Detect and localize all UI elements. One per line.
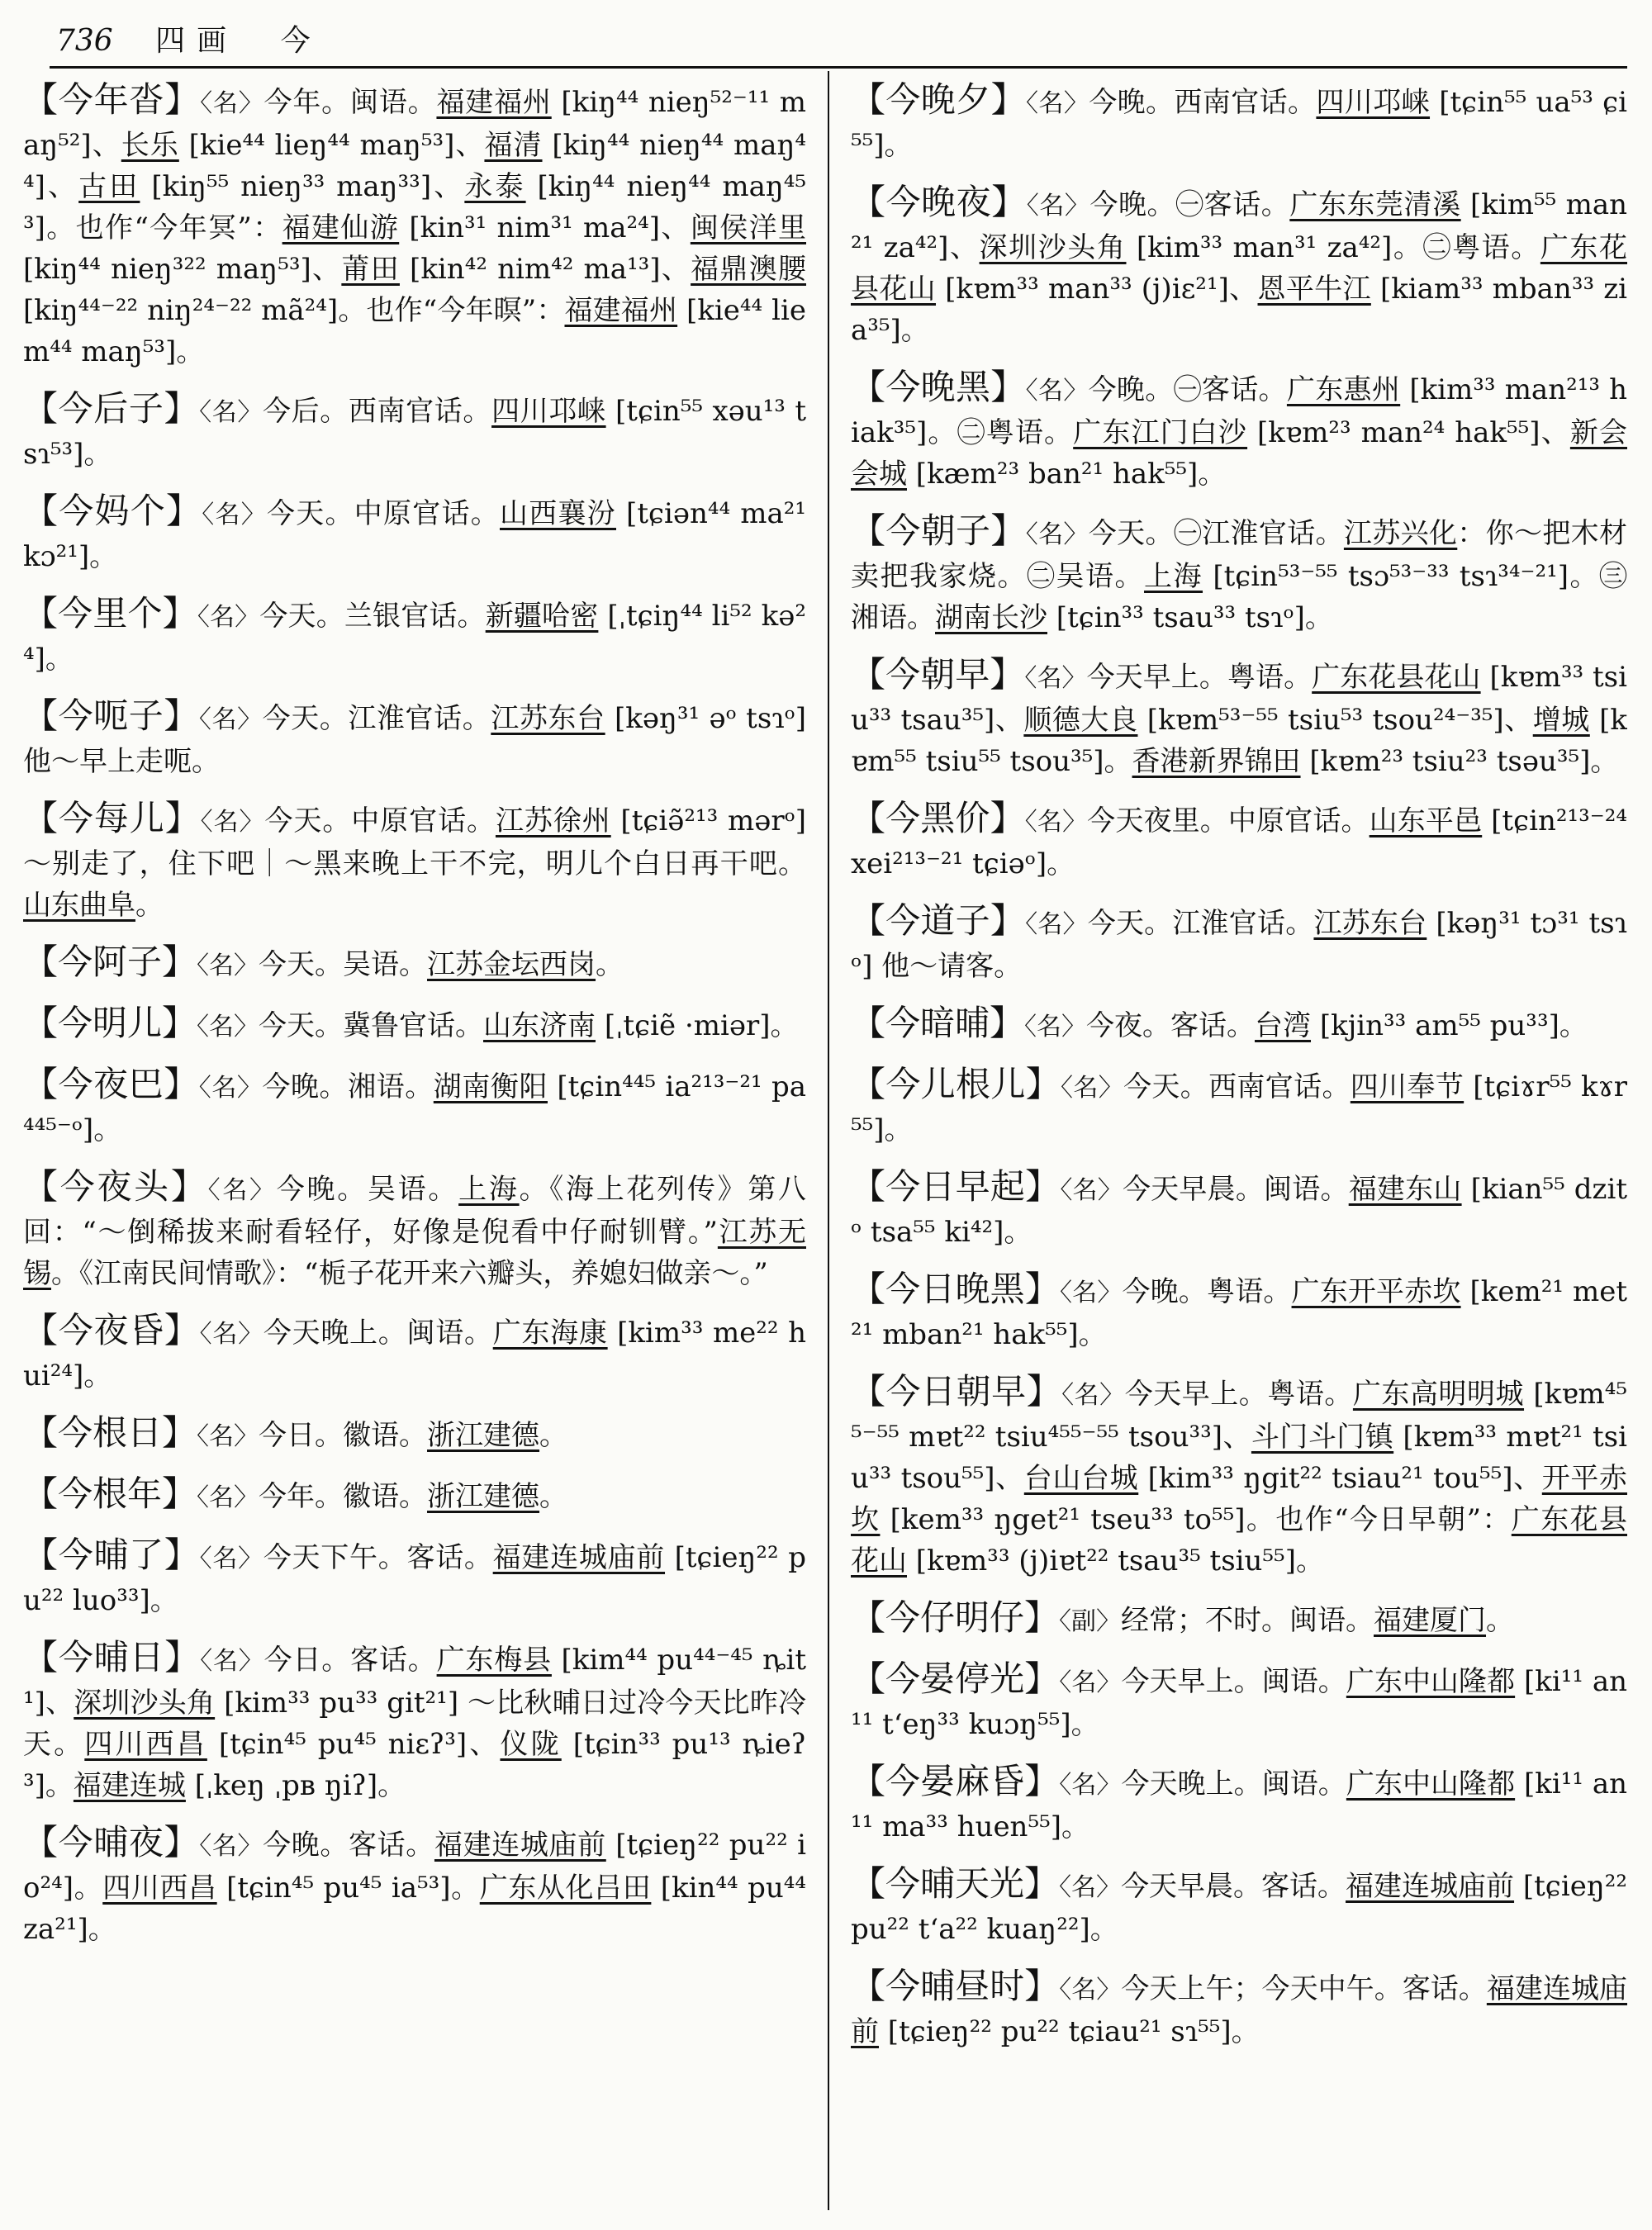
entry-part-of-speech: 〈名〉: [1026, 89, 1089, 118]
entry-text: [kɐm²³ man²⁴ hak⁵⁵]、: [1247, 416, 1570, 449]
entry-text: 。: [1486, 1604, 1515, 1637]
entry-part-of-speech: 〈名〉: [1024, 1013, 1087, 1041]
entry-text: [ˌkeŋ ˌpʙ ŋiʔ]。: [185, 1769, 406, 1802]
column-divider: [828, 71, 829, 2210]
entry-headword: 【今日晚黑】: [851, 1269, 1061, 1309]
dialect-location: 广东高明明城: [1352, 1378, 1525, 1411]
entry-text: [kɐm³³ (j)iɐt²² tsau³⁵ tsiu⁵⁵]。: [907, 1544, 1324, 1578]
dictionary-entry: [23, 1166, 806, 1294]
entry-text: [tɕin³³ pu¹³ ȵieʔ³]。: [23, 1728, 806, 1802]
dictionary-entry: [851, 1863, 1627, 1950]
entry-definition: 今日。客话。: [263, 1644, 437, 1677]
entry-text: [kiŋ⁴⁴ nieŋ³²² maŋ⁵³]、: [23, 253, 342, 286]
entry-definition: 今天。中原官话。: [264, 804, 496, 837]
dialect-location: 香港新界锦田: [1132, 745, 1301, 778]
entry-definition: 今天。中原官话。: [267, 497, 500, 530]
entry-headword: 【今夜昏】: [23, 1310, 200, 1350]
entry-part-of-speech: 〈名〉: [200, 808, 265, 837]
entry-definition: 今天下午。客话。: [263, 1541, 493, 1574]
dictionary-entry: [851, 1761, 1627, 1848]
dialect-location: 江苏东台: [491, 702, 605, 735]
entry-part-of-speech: 〈名〉: [1025, 520, 1089, 549]
dialect-location: 山东济南: [483, 1009, 596, 1042]
entry-headword: 【今阿子】: [23, 942, 197, 982]
entry-headword: 【今呃子】: [23, 695, 199, 736]
entry-headword: 【今根日】: [23, 1412, 197, 1453]
dialect-location: 四川奉节: [1350, 1070, 1464, 1103]
entry-text: [kɐm⁴⁵⁵⁻⁵⁵ mɐt²² tsiu⁴⁵⁵⁻⁵⁵ tsou³³]、: [851, 1378, 1627, 1454]
dialect-location: 深圳沙头角: [74, 1687, 216, 1720]
entry-headword: 【今晏停光】: [851, 1658, 1060, 1699]
dialect-location: 广东花县花山: [1312, 661, 1481, 694]
dictionary-entry: [23, 1822, 806, 1950]
entry-part-of-speech: 〈名〉: [202, 501, 267, 529]
entry-text: [kem³³ ŋget²¹ tseu³³ to⁵⁵]。也作“今日早朝”：: [880, 1503, 1512, 1536]
dialect-location: 江苏兴化: [1343, 517, 1458, 550]
dialect-location: 福建福州: [436, 86, 552, 119]
entry-text: [kəŋ³¹ əᵒ tsɿᵒ]他～早上走呃。: [23, 702, 806, 778]
right-column: [851, 79, 1627, 2218]
dialect-location: 浙江建德: [427, 1419, 540, 1452]
dialect-location: 浙江建德: [427, 1480, 540, 1513]
entry-text: [kem²¹ met²¹ mban²¹ hak⁵⁵]。: [851, 1275, 1627, 1351]
dictionary-entry: [851, 1658, 1627, 1745]
dictionary-entry: [851, 654, 1627, 782]
entry-text: [kim³³ man³¹ za⁴²]。㊁粤语。: [1126, 231, 1540, 264]
entry-definition: 今天晚上。闽语。: [1121, 1767, 1346, 1801]
dialect-location: 福建连城庙前: [434, 1829, 606, 1862]
entry-headword: 【今晚夕】: [851, 79, 1027, 120]
entry-definition: 今夜。客话。: [1086, 1009, 1256, 1042]
entry-headword: 【今晡日】: [23, 1637, 201, 1677]
entry-part-of-speech: 〈名〉: [199, 1832, 263, 1861]
entry-headword: 【今明儿】: [23, 1003, 197, 1043]
entry-text: [kim³³ pu³³ git²¹] ～比秋晡日过冷今天比昨冷天。: [23, 1687, 806, 1761]
entry-headword: 【今每儿】: [23, 798, 201, 838]
entry-text: 。《江南民间情歌》：“栀子花开来六瓣头，养媳妇做亲～。”: [51, 1257, 768, 1290]
entry-definition: 今日。徽语。: [259, 1419, 428, 1452]
dialect-location: 闽侯洋里: [690, 211, 806, 244]
entry-part-of-speech: 〈名〉: [1060, 1279, 1123, 1307]
entry-text: [kin⁴⁴ pu⁴⁴ za²¹]。: [23, 1872, 806, 1946]
dictionary-entry: [851, 182, 1627, 351]
dialect-location: 广东从化吕田: [479, 1872, 652, 1905]
dialect-location: 江苏东台: [1313, 907, 1427, 940]
entry-text: [kin³¹ nim³¹ ma²⁴]、: [399, 211, 691, 244]
dialect-location: 江苏金坛西岗: [427, 948, 596, 981]
dialect-location: 广东江门白沙: [1073, 416, 1248, 449]
entry-headword: 【今根年】: [23, 1473, 197, 1514]
entry-text: [kɐm²³ tsiu²³ tsəu³⁵]。: [1300, 745, 1619, 778]
dictionary-entry: [23, 1637, 806, 1806]
entry-text: [tɕieŋ²² pu²² tɕiau²¹ sɿ⁵⁵]。: [879, 2015, 1260, 2048]
entry-text: [kie⁴⁴ lieŋ⁴⁴ maŋ⁵³]、: [178, 129, 485, 162]
entry-part-of-speech: 〈名〉: [197, 951, 259, 980]
entry-text: [ki¹¹ an¹¹ tʻeŋ³³ kuɔŋ⁵⁵]。: [851, 1665, 1627, 1741]
dictionary-entry: [851, 798, 1627, 885]
entry-headword: 【今日朝早】: [851, 1371, 1062, 1412]
dialect-location: 湖南长沙: [935, 601, 1047, 634]
dialect-location: 永泰: [464, 170, 526, 203]
entry-part-of-speech: 〈名〉: [198, 1074, 263, 1103]
dictionary-entry: [851, 1166, 1627, 1253]
entry-text: [kim⁴⁴ pu⁴⁴⁻⁴⁵ ȵit¹]、: [23, 1644, 806, 1720]
entry-text: [tɕin³³ tsau³³ tsɿᵒ]。: [1047, 601, 1333, 634]
dialect-location: 四川西昌: [102, 1872, 217, 1905]
entry-text: [tɕieŋ²² pu²² io²⁴]。: [23, 1829, 806, 1905]
entry-part-of-speech: 〈副〉: [1059, 1607, 1122, 1636]
entry-definition: 今天。冀鲁官话。: [259, 1009, 484, 1042]
dictionary-entry: [23, 79, 806, 372]
entry-text: 。《海上花列传》第八回：“～倒稀拔来耐看轻仔，好像是倪看中仔耐钏臂。”: [23, 1173, 806, 1249]
entry-text: [tɕin⁵⁵ xəu¹³ tsɿ⁵³]。: [23, 395, 806, 471]
entry-text: [tɕin⁵⁵ ua⁵³ ɕi⁵⁵]。: [851, 86, 1627, 162]
dictionary-entry: [23, 1310, 806, 1397]
entry-part-of-speech: 〈名〉: [1061, 1074, 1124, 1103]
entry-text: ：你～把木材卖把我家烧。㊁吴语。: [851, 517, 1627, 593]
dictionary-entry: [23, 798, 806, 926]
entry-headword: 【今里个】: [23, 593, 197, 633]
entry-text: [kiŋ⁴⁴ nieŋ⁴⁴ maŋ⁴⁴]、: [23, 129, 806, 203]
entry-part-of-speech: 〈名〉: [1026, 192, 1090, 221]
entry-part-of-speech: 〈名〉: [1024, 664, 1087, 693]
entry-part-of-speech: 〈名〉: [197, 1422, 259, 1451]
entry-definition: 今年。徽语。: [259, 1480, 428, 1513]
dictionary-entry: [851, 1597, 1627, 1643]
entry-text: [kæm²³ ban²¹ hak⁵⁵]。: [907, 458, 1227, 491]
entry-part-of-speech: 〈名〉: [1025, 910, 1088, 939]
entry-definition: 今晚。客话。: [263, 1829, 434, 1862]
section-label: 四画: [155, 24, 239, 58]
dialect-location: 广东东莞清溪: [1289, 188, 1461, 221]
dialect-location: 上海: [1144, 560, 1203, 593]
entry-headword: 【今年沓】: [23, 79, 201, 120]
entry-part-of-speech: 〈名〉: [1059, 1771, 1122, 1800]
dialect-location: 福建连城庙前: [851, 1972, 1627, 2048]
entry-headword: 【今晏麻昏】: [851, 1761, 1060, 1801]
dictionary-entry: [851, 367, 1627, 495]
dialect-location: 福清: [484, 129, 543, 162]
entry-text: [kim³³ ŋgit²² tsiau²¹ tou⁵⁵]、: [1138, 1462, 1542, 1495]
page-number: 736: [56, 24, 113, 58]
entry-text: [kie⁴⁴ liem⁴⁴ maŋ⁵³]。: [23, 294, 806, 368]
entry-headword: 【今仔明仔】: [851, 1597, 1060, 1638]
dialect-location: 增城: [1532, 704, 1590, 737]
entry-definition: 今晚。西南官话。: [1089, 86, 1317, 119]
entry-headword: 【今晡夜】: [23, 1822, 200, 1862]
dictionary-entry: [851, 1269, 1627, 1355]
entry-text: [tɕin⁴⁵ pu⁴⁵ ia⁵³]。: [216, 1872, 480, 1905]
dialect-location: 江苏徐州: [495, 804, 611, 837]
entry-headword: 【今晚夜】: [851, 182, 1027, 222]
entry-definition: 今晚。粤语。: [1122, 1275, 1292, 1308]
entry-headword: 【今道子】: [851, 900, 1026, 941]
entry-text: [kiam³³ mban³³ zia³⁵]。: [851, 273, 1627, 347]
entry-headword: 【今晚黑】: [851, 367, 1026, 407]
entry-text: [tɕin⁵³⁻⁵⁵ tsɔ⁵³⁻³³ tsɿ³⁴⁻²¹]。㊂湘语。: [851, 560, 1627, 634]
entry-text: [kɐm³³ mɐt²¹ tsiu³³ tsou⁵⁵]、: [851, 1421, 1627, 1495]
entry-text: [kim³³ me²² hui²⁴]。: [23, 1317, 806, 1393]
dialect-location: 顺德大良: [1023, 704, 1138, 737]
entry-definition: 今天早上。闽语。: [1121, 1665, 1346, 1698]
dialect-location: 台湾: [1255, 1009, 1312, 1042]
entry-definition: 今天。江淮官话。: [1087, 907, 1314, 940]
entry-part-of-speech: 〈名〉: [1061, 1381, 1125, 1410]
entry-text: [tɕin⁴⁴⁵ ia²¹³⁻²¹ pa⁴⁴⁵⁻ᵒ]。: [23, 1070, 806, 1146]
entry-text: [tɕiɤr⁵⁵ kɤr⁵⁵]。: [851, 1070, 1627, 1146]
entry-part-of-speech: 〈名〉: [1024, 808, 1088, 837]
entry-text: [ˌtɕiẽ ·miər]。: [596, 1009, 799, 1042]
dialect-location: 福建东山: [1348, 1173, 1462, 1206]
entry-definition: 今晚。吴语。: [276, 1173, 459, 1206]
dialect-location: 福建连城庙前: [1346, 1870, 1515, 1903]
dictionary-entry: [23, 388, 806, 475]
dialect-location: 新会会城: [851, 416, 1627, 491]
entry-text: [ˌtɕiŋ⁴⁴ li⁵² kə²⁴]。: [23, 600, 806, 676]
entry-headword: 【今夜头】: [23, 1166, 208, 1207]
dialect-location: 开平赤坎: [851, 1462, 1627, 1536]
entry-text: [kin⁴² nim⁴² ma¹³]、: [399, 253, 691, 286]
entry-part-of-speech: 〈名〉: [1059, 1976, 1122, 2005]
entry-text: [tɕiən⁴⁴ ma²¹ kɔ²¹]。: [23, 497, 806, 573]
entry-text: [kəŋ³¹ tɔ³¹ tsɿᵒ] 他～请客。: [851, 907, 1627, 983]
dictionary-entry: [23, 491, 806, 577]
dialect-location: 恩平牛江: [1257, 273, 1371, 306]
entry-headword: 【今晡天光】: [851, 1863, 1060, 1904]
entry-text: [tɕiə̃²¹³ mərᵒ] ～别走了，住下吧｜～黑来晚上干不完，明儿个白日再干吧。: [23, 804, 806, 880]
dialect-location: 四川邛崃: [1316, 86, 1431, 119]
dictionary-entry: [851, 1966, 1627, 2052]
dictionary-entry: [23, 593, 806, 680]
dialect-location: 新疆哈密: [485, 600, 599, 633]
dictionary-entry: [23, 1473, 806, 1519]
dictionary-entry: [23, 695, 806, 782]
entry-text: [kiŋ⁴⁴ nieŋ⁵²⁻¹¹ maŋ⁵²]、: [23, 86, 806, 162]
dialect-location: 广东开平赤坎: [1291, 1275, 1461, 1308]
entry-text: 。: [539, 1480, 568, 1513]
entry-text: [kjin³³ am⁵⁵ pu³³]。: [1311, 1009, 1588, 1042]
dialect-location: 莆田: [341, 253, 400, 286]
entry-definition: 今年。闽语。: [263, 86, 437, 119]
entry-text: [kim⁵⁵ man²¹ za⁴²]、: [851, 188, 1627, 264]
dialect-location: 江苏无锡: [23, 1216, 806, 1290]
entry-text: [kiŋ⁵⁵ nieŋ³³ maŋ³³]、: [140, 170, 465, 203]
dialect-location: 福建福州: [564, 294, 678, 327]
dialect-location: 广东梅县: [436, 1644, 552, 1677]
entry-part-of-speech: 〈名〉: [199, 1544, 263, 1573]
dialect-location: 福建仙游: [282, 211, 400, 244]
dialect-location: 广东花县花山: [851, 1503, 1627, 1578]
entry-definition: 今晚。㊀客话。: [1088, 373, 1287, 406]
entry-text: 。: [596, 948, 624, 981]
entry-text: [kɐm³³ tsiu³³ tsau³⁵]、: [851, 661, 1627, 737]
entry-headword: 【今暗晡】: [851, 1003, 1025, 1043]
entry-text: [kiŋ⁴⁴⁻²² niŋ²⁴⁻²² mã²⁴]。也作“今年暝”：: [23, 294, 565, 327]
dictionary-entry: [851, 1003, 1627, 1048]
entry-text: [kɐm⁵³⁻⁵⁵ tsiu⁵³ tsou²⁴⁻³⁵]、: [1137, 704, 1533, 737]
entry-part-of-speech: 〈名〉: [1059, 1668, 1122, 1697]
entry-definition: 今天早上。粤语。: [1124, 1378, 1353, 1411]
dialect-location: 广东中山隆都: [1346, 1665, 1516, 1698]
dialect-location: 福建厦门: [1374, 1604, 1487, 1637]
dictionary-entry: [23, 1535, 806, 1621]
entry-definition: 今天。㊀江淮官话。: [1088, 517, 1344, 550]
entry-definition: 今晚。㊀客话。: [1089, 188, 1290, 221]
dictionary-entry: [851, 79, 1627, 166]
dialect-location: 山东曲阜: [23, 889, 135, 922]
entry-definition: 今天早晨。客话。: [1121, 1870, 1346, 1903]
entry-definition: 今天。江淮官话。: [262, 702, 491, 735]
dialect-location: 福鼎澳腰: [691, 253, 806, 286]
entry-definition: 今后。西南官话。: [263, 395, 492, 428]
entry-definition: 今天。西南官话。: [1123, 1070, 1351, 1103]
entry-text: 。: [539, 1419, 568, 1452]
entry-part-of-speech: 〈名〉: [1060, 1176, 1123, 1205]
dialect-location: 福建连城庙前: [492, 1541, 666, 1574]
page-header: [56, 18, 1626, 64]
dialect-location: 深圳沙头角: [979, 231, 1127, 264]
dialect-location: 上海: [458, 1173, 520, 1206]
entry-text: [tɕin⁴⁵ pu⁴⁵ niɛʔ³]、: [206, 1728, 501, 1761]
dialect-location: 山东平邑: [1369, 804, 1483, 837]
entry-part-of-speech: 〈名〉: [200, 1647, 264, 1676]
entry-headword: 【今日早起】: [851, 1166, 1061, 1207]
entry-part-of-speech: 〈名〉: [198, 705, 263, 734]
entry-headword: 【今朝早】: [851, 654, 1025, 695]
dialect-location: 湖南衡阳: [433, 1070, 548, 1103]
dialect-location: 广东花县花山: [851, 231, 1627, 306]
dialect-location: 台山台城: [1023, 1462, 1139, 1495]
dialect-location: 山西襄汾: [500, 497, 616, 530]
header-rule: [50, 66, 1627, 69]
entry-part-of-speech: 〈名〉: [199, 1320, 263, 1349]
entry-definition: 今天夜里。中原官话。: [1087, 804, 1370, 837]
dictionary-entry: [851, 1064, 1627, 1151]
dictionary-entry: [23, 1064, 806, 1151]
entry-text: [kɐm³³ man³³ (j)iɛ²¹]、: [936, 273, 1258, 306]
dialect-location: 斗门斗门镇: [1251, 1421, 1394, 1454]
dialect-location: 古田: [78, 170, 140, 203]
dictionary-entry: [23, 942, 806, 987]
entry-part-of-speech: 〈名〉: [200, 89, 264, 118]
entry-headword: 【今妈个】: [23, 491, 202, 531]
entry-definition: 今天晚上。闽语。: [263, 1317, 493, 1350]
dialect-location: 福建连城: [73, 1769, 186, 1802]
entry-headword: 【今晡了】: [23, 1535, 200, 1575]
dialect-location: 广东惠州: [1286, 373, 1401, 406]
entry-text: [tɕieŋ²² pu²² tʻa²² kuaŋ²²]。: [851, 1870, 1627, 1946]
dialect-location: 四川邛崃: [491, 395, 606, 428]
entry-headword: 【今朝子】: [851, 510, 1026, 551]
entry-part-of-speech: 〈名〉: [1059, 1873, 1122, 1902]
radical-label: 今: [280, 24, 311, 58]
entry-headword: 【今晡昼时】: [851, 1966, 1060, 2006]
entry-text: [kiŋ⁴⁴ nieŋ⁴⁴ maŋ⁴⁵³]。也作“今年冥”：: [23, 170, 806, 244]
entry-part-of-speech: 〈名〉: [199, 398, 263, 427]
entry-part-of-speech: 〈名〉: [1025, 377, 1089, 406]
dialect-location: 广东中山隆都: [1346, 1767, 1516, 1801]
entry-definition: 今晚。湘语。: [262, 1070, 434, 1103]
entry-definition: 今天早晨。闽语。: [1122, 1173, 1349, 1206]
entry-part-of-speech: 〈名〉: [197, 603, 260, 632]
entry-headword: 【今夜巴】: [23, 1064, 199, 1104]
entry-headword: 【今黑价】: [851, 798, 1025, 838]
dictionary-entry: [851, 510, 1627, 638]
dictionary-entry: [851, 1371, 1627, 1582]
dictionary-entry: [23, 1412, 806, 1458]
dictionary-entry: [23, 1003, 806, 1048]
entry-text: [tɕieŋ²² pu²² luo³³]。: [23, 1541, 806, 1617]
entry-definition: 经常；不时。闽语。: [1121, 1604, 1374, 1637]
entry-definition: 今天上午；今天中午。客话。: [1121, 1972, 1487, 2005]
entry-text: 。: [135, 889, 164, 922]
entry-headword: 【今儿根儿】: [851, 1064, 1061, 1104]
dialect-location: 四川西昌: [84, 1728, 207, 1761]
left-column: [23, 79, 806, 2218]
entry-definition: 今天早上。粤语。: [1086, 661, 1313, 694]
entry-text: [tɕin²¹³⁻²⁴ xei²¹³⁻²¹ tɕiəᵒ]。: [851, 804, 1627, 880]
entry-headword: 【今后子】: [23, 388, 200, 429]
entry-text: [ki¹¹ an¹¹ ma³³ huen⁵⁵]。: [851, 1767, 1627, 1843]
entry-definition: 今天。吴语。: [259, 948, 428, 981]
entry-part-of-speech: 〈名〉: [197, 1483, 259, 1512]
entry-part-of-speech: 〈名〉: [207, 1176, 277, 1205]
dictionary-entry: [851, 900, 1627, 987]
entry-text: [kɐm⁵⁵ tsiu⁵⁵ tsou³⁵]。: [851, 704, 1627, 778]
dialect-location: 仪陇: [500, 1728, 562, 1761]
entry-text: [kim³³ man²¹³ hiak³⁵]。㊁粤语。: [851, 373, 1627, 449]
entry-definition: 今天。兰银官话。: [259, 600, 486, 633]
dialect-location: 广东海康: [492, 1317, 608, 1350]
dialect-location: 长乐: [121, 129, 179, 162]
entry-text: [kian⁵⁵ dzitᵒ tsa⁵⁵ ki⁴²]。: [851, 1173, 1627, 1249]
entry-part-of-speech: 〈名〉: [197, 1013, 259, 1041]
